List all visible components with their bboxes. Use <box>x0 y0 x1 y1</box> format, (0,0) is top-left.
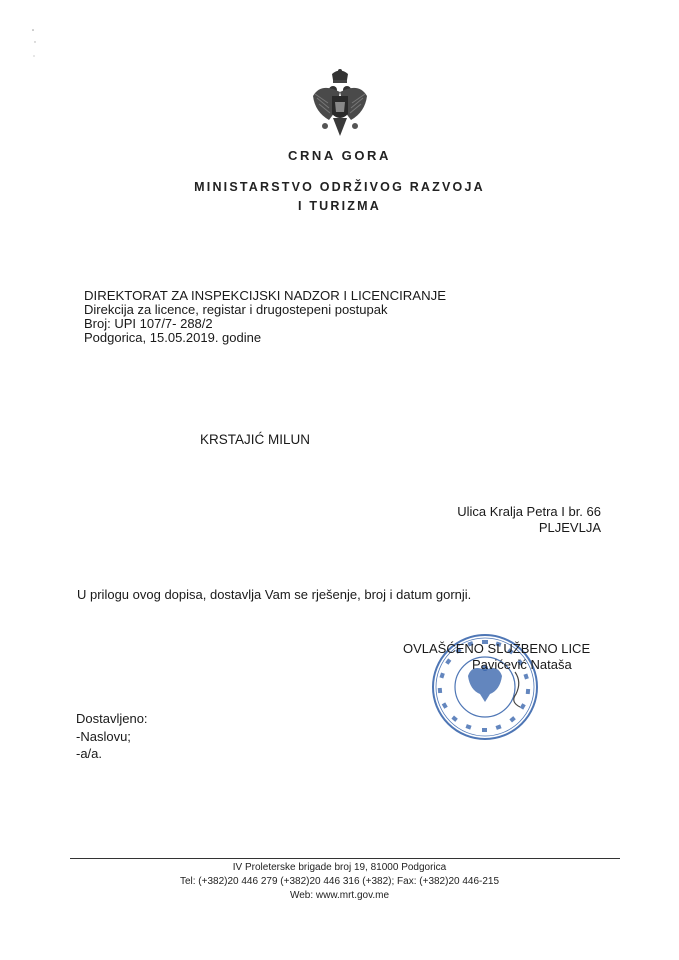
country-name: CRNA GORA <box>287 148 392 163</box>
department-name: Direkcija za licence, registar i drugostepeni postupak <box>84 302 388 317</box>
footer-divider <box>70 858 620 859</box>
directorate-name: DIREKTORAT ZA INSPEKCIJSKI NADZOR I LICENCIRANJE <box>84 288 446 303</box>
ministry-name-line1: MINISTARSTVO ODRŽIVOG RAZVOJA <box>194 180 485 194</box>
place-and-date: Podgorica, 15.05.2019. godine <box>84 330 262 345</box>
document-number: Broj: UPI 107/7- 288/2 <box>84 316 213 331</box>
recipient-name: KRSTAJIĆ MILUN <box>200 432 311 447</box>
ministry-name-line2: I TURIZMA <box>298 199 381 213</box>
letter-body: U prilogu ovog dopisa, dostavlja Vam se rješenje, broj i datum gornji. <box>77 587 472 602</box>
footer-address: IV Proleterske brigade broj 19, 81000 Podgorica <box>232 862 447 873</box>
distribution-item: -Naslovu; <box>76 729 131 744</box>
coat-of-arms-icon <box>311 68 369 140</box>
recipient-city: PLJEVLJA <box>538 520 601 535</box>
distribution-label: Dostavljeno: <box>76 711 148 726</box>
signatory-title: OVLAŠĆENO SLUŽBENO LICE <box>403 641 591 656</box>
scan-specks <box>30 26 40 66</box>
distribution-item: -a/a. <box>76 746 103 761</box>
footer-web: Web: www.mrt.gov.me <box>289 890 390 901</box>
signatory-name: Pavićević Nataša <box>472 657 572 672</box>
footer-phones: Tel: (+382)20 446 279 (+382)20 446 316 (+382); Fax: (+382)20 446-215 <box>179 876 500 887</box>
recipient-street: Ulica Kralja Petra I br. 66 <box>457 504 601 519</box>
